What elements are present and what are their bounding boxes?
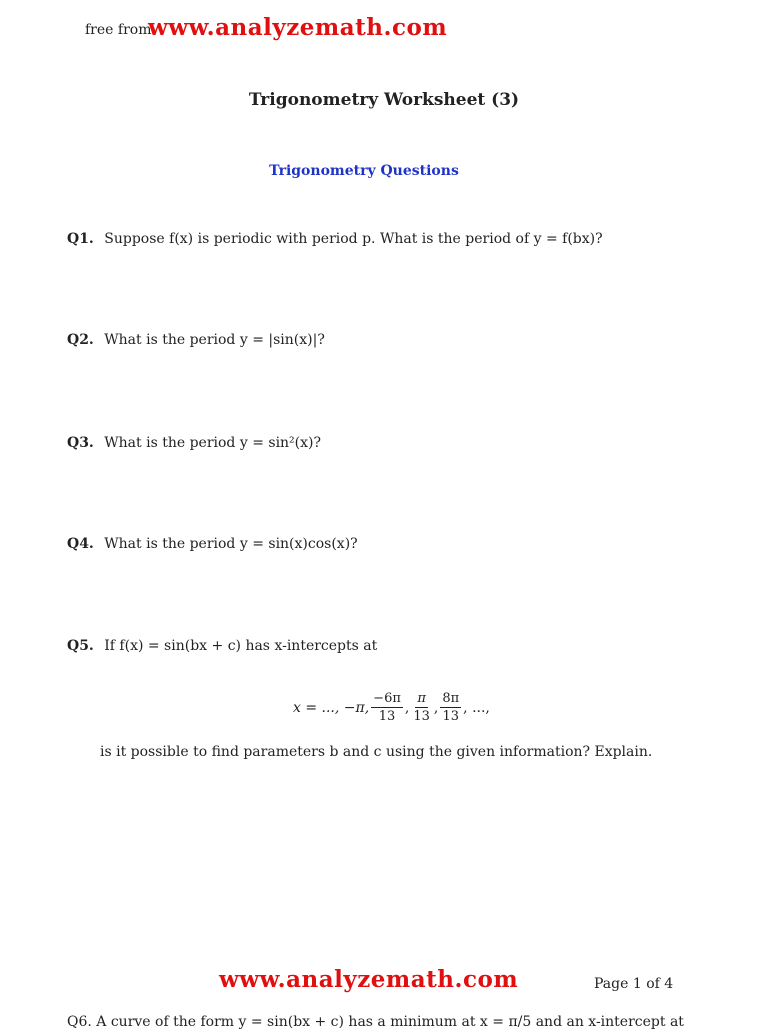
question-number: Q1.: [67, 231, 94, 247]
question-number: Q2.: [67, 332, 94, 348]
section-title: Trigonometry Questions: [269, 163, 459, 179]
fraction-numerator: 8π: [442, 691, 460, 706]
question-5: [67, 638, 377, 654]
question-6-partial: Q6. A curve of the form y = sin(bx + c) has a minimum at x = π/5 and an x-intercept at: [67, 1014, 684, 1030]
equation-lhs: x = ..., −π,: [293, 699, 370, 716]
free-from-label: free from: [85, 22, 152, 38]
equation-separator: ,: [404, 699, 410, 716]
fraction-numerator: −6π: [373, 691, 401, 706]
page-number: Page 1 of 4: [594, 976, 674, 992]
question-1: [67, 231, 603, 247]
question-text: What is the period y = |sin(x)|?: [104, 332, 325, 348]
equation-separator: ,: [433, 699, 439, 716]
question-number: Q3.: [67, 435, 94, 451]
question-2: [67, 332, 325, 348]
question-text: What is the period y = sin(x)cos(x)?: [104, 536, 358, 552]
footer-site-link[interactable]: www.analyzemath.com: [219, 966, 519, 993]
question-number: Q4.: [67, 536, 94, 552]
question-4: [67, 536, 358, 552]
fraction-denominator: 13: [442, 709, 460, 724]
fraction-1: [371, 692, 403, 723]
question-text: What is the period y = sin²(x)?: [104, 435, 321, 451]
question-3: [67, 435, 321, 451]
fraction-denominator: 13: [413, 709, 430, 724]
q5-followup: is it possible to find parameters b and c using the given information? Explain.: [100, 744, 653, 760]
header-site-link[interactable]: www.analyzemath.com: [148, 14, 448, 41]
question-text: If f(x) = sin(bx + c) has x-intercepts at: [104, 638, 378, 654]
equation-tail: , ...,: [463, 699, 490, 716]
fraction-3: [440, 692, 461, 723]
page-title: Trigonometry Worksheet (3): [248, 90, 520, 110]
fraction-numerator: π: [417, 691, 426, 706]
q5-equation: [293, 692, 490, 723]
fraction-2: [411, 692, 432, 723]
fraction-denominator: 13: [378, 709, 396, 724]
question-number: Q5.: [67, 638, 94, 654]
question-text: Suppose f(x) is periodic with period p. What is the period of y = f(bx)?: [104, 231, 603, 247]
